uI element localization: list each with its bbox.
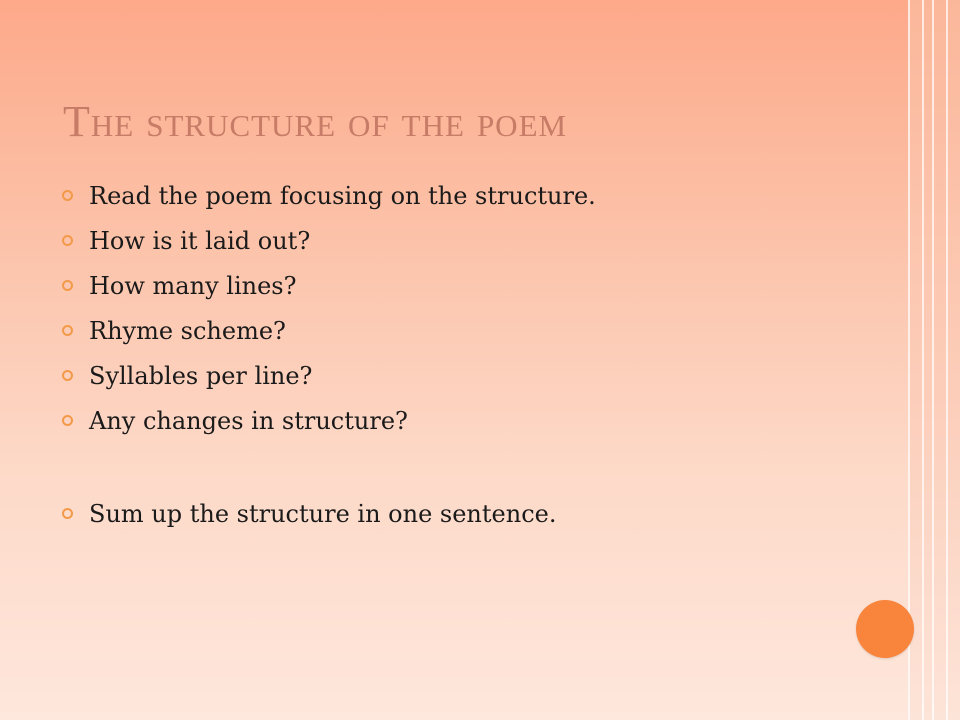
bullet-text: Read the poem focusing on the structure. xyxy=(89,182,596,210)
bullet-item xyxy=(62,313,842,358)
bullet-text: How many lines? xyxy=(89,272,297,300)
bullet-item xyxy=(62,223,842,268)
accent-circle xyxy=(856,600,914,658)
bullet-item xyxy=(62,358,842,403)
bullet-item xyxy=(62,178,842,223)
side-stripe-line xyxy=(922,0,924,720)
side-stripe-line xyxy=(932,0,934,720)
side-stripe-decoration xyxy=(908,0,960,720)
bullet-item xyxy=(62,268,842,313)
bullet-circle-icon xyxy=(62,190,73,201)
bullet-circle-icon xyxy=(62,415,73,426)
bullet-circle-icon xyxy=(62,235,73,246)
bullet-text: Sum up the structure in one sentence. xyxy=(89,500,557,528)
bullet-text: How is it laid out? xyxy=(89,227,311,255)
bullet-circle-icon xyxy=(62,508,73,519)
bullet-text: Syllables per line? xyxy=(89,362,313,390)
bullet-list xyxy=(62,178,842,541)
bullet-item xyxy=(62,403,842,448)
bullet-item xyxy=(62,496,842,541)
side-stripe-line xyxy=(946,0,948,720)
bullet-text: Any changes in structure? xyxy=(89,407,408,435)
slide-title: The structure of the poem xyxy=(63,97,568,146)
bullet-circle-icon xyxy=(62,325,73,336)
bullet-text: Rhyme scheme? xyxy=(89,317,286,345)
bullet-circle-icon xyxy=(62,280,73,291)
bullet-circle-icon xyxy=(62,370,73,381)
